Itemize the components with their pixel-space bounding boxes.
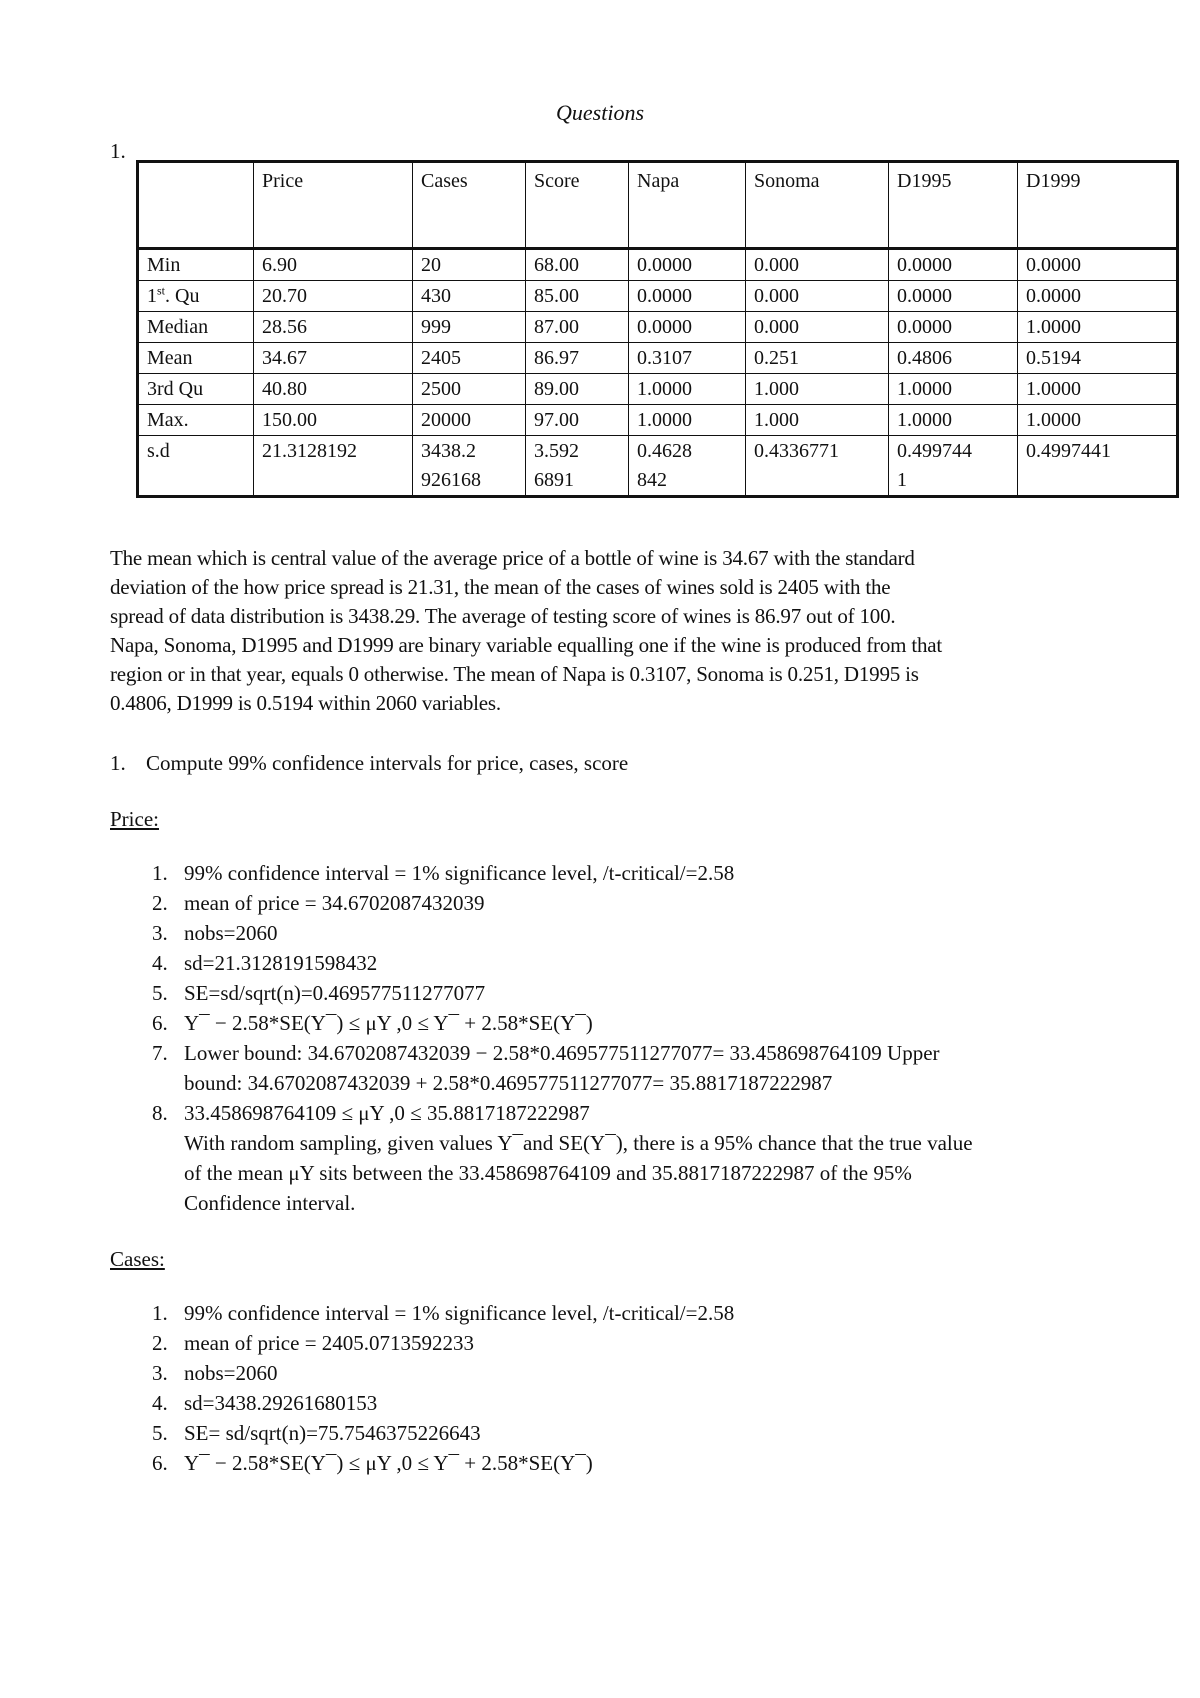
table-cell: 2405	[413, 343, 526, 374]
table-header-cell: D1995	[889, 162, 1018, 249]
paragraph-line: 0.4806, D1999 is 0.5194 within 2060 variables.	[110, 691, 501, 715]
cases-steps-list	[110, 1298, 1110, 1478]
paragraph-line: The mean which is central value of the average price of a bottle of wine is 34.67 with the standard	[110, 546, 915, 570]
list-item	[110, 948, 1110, 978]
list-item-number: 8.	[152, 1101, 168, 1125]
price-steps-list	[110, 858, 1110, 1218]
list-item-text: With random sampling, given values Y¯and SE(Y¯), there is a 95% chance that the true value	[184, 1131, 973, 1155]
table-cell: 6.90	[254, 249, 413, 281]
list-item-text: 99% confidence interval = 1% significance level, /t-critical/=2.58	[184, 861, 735, 885]
cases-section-heading: Cases:	[110, 1247, 165, 1271]
table-cell: 1.0000	[889, 405, 1018, 436]
list-item-number: 6.	[152, 1451, 168, 1475]
list-item-number: 7.	[152, 1041, 168, 1065]
table-cell: 20	[413, 249, 526, 281]
page-title: Questions	[556, 100, 644, 125]
table-cell: 0.251	[746, 343, 889, 374]
list-item-text: Lower bound: 34.6702087432039 − 2.58*0.469577511277077= 33.458698764109 Upper	[184, 1041, 940, 1065]
table-cell: 1.0000	[1018, 405, 1178, 436]
list-item-number: 2.	[152, 891, 168, 915]
list-item	[110, 858, 1110, 888]
list-item-number: 6.	[152, 1011, 168, 1035]
table-cell: 0.4336771	[746, 436, 889, 497]
list-item-number: 4.	[152, 1391, 168, 1415]
table-cell: 3.592 6891	[526, 436, 629, 497]
list-item-text: mean of price = 34.6702087432039	[184, 891, 485, 915]
list-item-text: Confidence interval.	[184, 1191, 356, 1215]
table-header-cell: Sonoma	[746, 162, 889, 249]
table-cell: 0.000	[746, 312, 889, 343]
table-cell: 999	[413, 312, 526, 343]
list-item	[110, 918, 1110, 948]
table-cell: 0.3107	[629, 343, 746, 374]
table-cell: 0.0000	[889, 312, 1018, 343]
task-number: 1.	[110, 751, 126, 775]
list-item-number: 1.	[152, 861, 168, 885]
summary-statistics-table	[136, 160, 1179, 498]
table-row	[138, 405, 1178, 436]
list-item	[110, 1298, 1110, 1328]
table-row	[138, 436, 1178, 497]
list-item-number: 2.	[152, 1331, 168, 1355]
list-item-text: SE= sd/sqrt(n)=75.7546375226643	[184, 1421, 481, 1445]
list-item	[110, 1098, 1110, 1218]
table-cell: 0.4628 842	[629, 436, 746, 497]
list-item	[110, 1448, 1110, 1478]
summary-paragraph	[110, 544, 1100, 718]
table-cell: 28.56	[254, 312, 413, 343]
table-cell: 2500	[413, 374, 526, 405]
table-cell: 1.000	[746, 374, 889, 405]
table-row	[138, 281, 1178, 312]
table-row	[138, 374, 1178, 405]
table-cell: 21.3128192	[254, 436, 413, 497]
table-cell: 0.4806	[889, 343, 1018, 374]
list-item-text: 99% confidence interval = 1% significance level, /t-critical/=2.58	[184, 1301, 735, 1325]
table-row-label: Min	[138, 249, 254, 281]
table-cell: 430	[413, 281, 526, 312]
paragraph-line: Napa, Sonoma, D1995 and D1999 are binary variable equalling one if the wine is produced from that	[110, 633, 943, 657]
list-item-number: 4.	[152, 951, 168, 975]
table-cell: 20.70	[254, 281, 413, 312]
table-header-cell: Price	[254, 162, 413, 249]
list-item-number: 1.	[152, 1301, 168, 1325]
table-cell: 0.000	[746, 249, 889, 281]
table-cell: 89.00	[526, 374, 629, 405]
table-row-label: Mean	[138, 343, 254, 374]
table-row-label: 3rd Qu	[138, 374, 254, 405]
table-row-label: Median	[138, 312, 254, 343]
table-header-cell: Score	[526, 162, 629, 249]
list-item-text: of the mean μY sits between the 33.458698764109 and 35.8817187222987 of the 95%	[184, 1161, 912, 1185]
table-cell: 0.0000	[889, 249, 1018, 281]
list-item	[110, 1418, 1110, 1448]
price-section-heading: Price:	[110, 807, 159, 831]
table-row-label: Max.	[138, 405, 254, 436]
list-item-text: mean of price = 2405.0713592233	[184, 1331, 475, 1355]
table-cell: 1.0000	[889, 374, 1018, 405]
table-row-label: s.d	[138, 436, 254, 497]
list-item	[110, 1038, 1110, 1098]
list-item-number: 3.	[152, 1361, 168, 1385]
list-item	[110, 1008, 1110, 1038]
table-cell: 0.0000	[889, 281, 1018, 312]
table-header-row	[138, 162, 1178, 249]
table-cell: 1.0000	[1018, 312, 1178, 343]
table-header-cell	[138, 162, 254, 249]
paragraph-line: spread of data distribution is 3438.29. The average of testing score of wines is 86.97 out of 100.	[110, 604, 896, 628]
table-cell: 0.0000	[1018, 249, 1178, 281]
table-cell: 0.000	[746, 281, 889, 312]
table-cell: 20000	[413, 405, 526, 436]
list-item-text: nobs=2060	[184, 921, 278, 945]
table-cell: 1.0000	[629, 374, 746, 405]
table-row	[138, 249, 1178, 281]
table-cell: 0.0000	[629, 249, 746, 281]
table-header-cell: Cases	[413, 162, 526, 249]
list-item-text: nobs=2060	[184, 1361, 278, 1385]
task-text: Compute 99% confidence intervals for price, cases, score	[146, 751, 629, 775]
list-item-text: Y¯ − 2.58*SE(Y¯) ≤ μY ,0 ≤ Y¯ + 2.58*SE(Y¯)	[184, 1011, 593, 1035]
table-header-cell: D1999	[1018, 162, 1178, 249]
list-item	[110, 1388, 1110, 1418]
table-header-cell: Napa	[629, 162, 746, 249]
list-item	[110, 1358, 1110, 1388]
table-cell: 85.00	[526, 281, 629, 312]
table-cell: 34.67	[254, 343, 413, 374]
table-cell: 1.000	[746, 405, 889, 436]
table-cell: 150.00	[254, 405, 413, 436]
table-cell: 0.4997441	[1018, 436, 1178, 497]
table-cell: 1.0000	[1018, 374, 1178, 405]
list-item-text: 33.458698764109 ≤ μY ,0 ≤ 35.8817187222987	[184, 1101, 590, 1125]
list-item-text: SE=sd/sqrt(n)=0.469577511277077	[184, 981, 486, 1005]
question-number: 1.	[110, 139, 126, 163]
table-cell: 40.80	[254, 374, 413, 405]
list-item	[110, 978, 1110, 1008]
list-item-text: bound: 34.6702087432039 + 2.58*0.469577511277077= 35.8817187222987	[184, 1071, 833, 1095]
list-item	[110, 1328, 1110, 1358]
table-cell: 0.5194	[1018, 343, 1178, 374]
table-cell: 68.00	[526, 249, 629, 281]
list-item-number: 5.	[152, 981, 168, 1005]
table-cell: 0.499744 1	[889, 436, 1018, 497]
table-row-label: 1st. Qu	[138, 281, 254, 312]
list-item	[110, 888, 1110, 918]
table-cell: 0.0000	[629, 281, 746, 312]
table-row	[138, 343, 1178, 374]
table-cell: 1.0000	[629, 405, 746, 436]
table-cell: 3438.2 926168	[413, 436, 526, 497]
list-item-text: sd=3438.29261680153	[184, 1391, 378, 1415]
paragraph-line: deviation of the how price spread is 21.31, the mean of the cases of wines sold is 2405 with the	[110, 575, 891, 599]
task-item	[110, 748, 1110, 778]
table-cell: 0.0000	[629, 312, 746, 343]
list-item-text: Y¯ − 2.58*SE(Y¯) ≤ μY ,0 ≤ Y¯ + 2.58*SE(Y¯)	[184, 1451, 593, 1475]
list-item-number: 5.	[152, 1421, 168, 1445]
table-cell: 97.00	[526, 405, 629, 436]
table-row	[138, 312, 1178, 343]
list-item-number: 3.	[152, 921, 168, 945]
table-cell: 0.0000	[1018, 281, 1178, 312]
paragraph-line: region or in that year, equals 0 otherwise. The mean of Napa is 0.3107, Sonoma is 0.251, D1995 is	[110, 662, 919, 686]
table-cell: 86.97	[526, 343, 629, 374]
table-cell: 87.00	[526, 312, 629, 343]
list-item-text: sd=21.3128191598432	[184, 951, 378, 975]
